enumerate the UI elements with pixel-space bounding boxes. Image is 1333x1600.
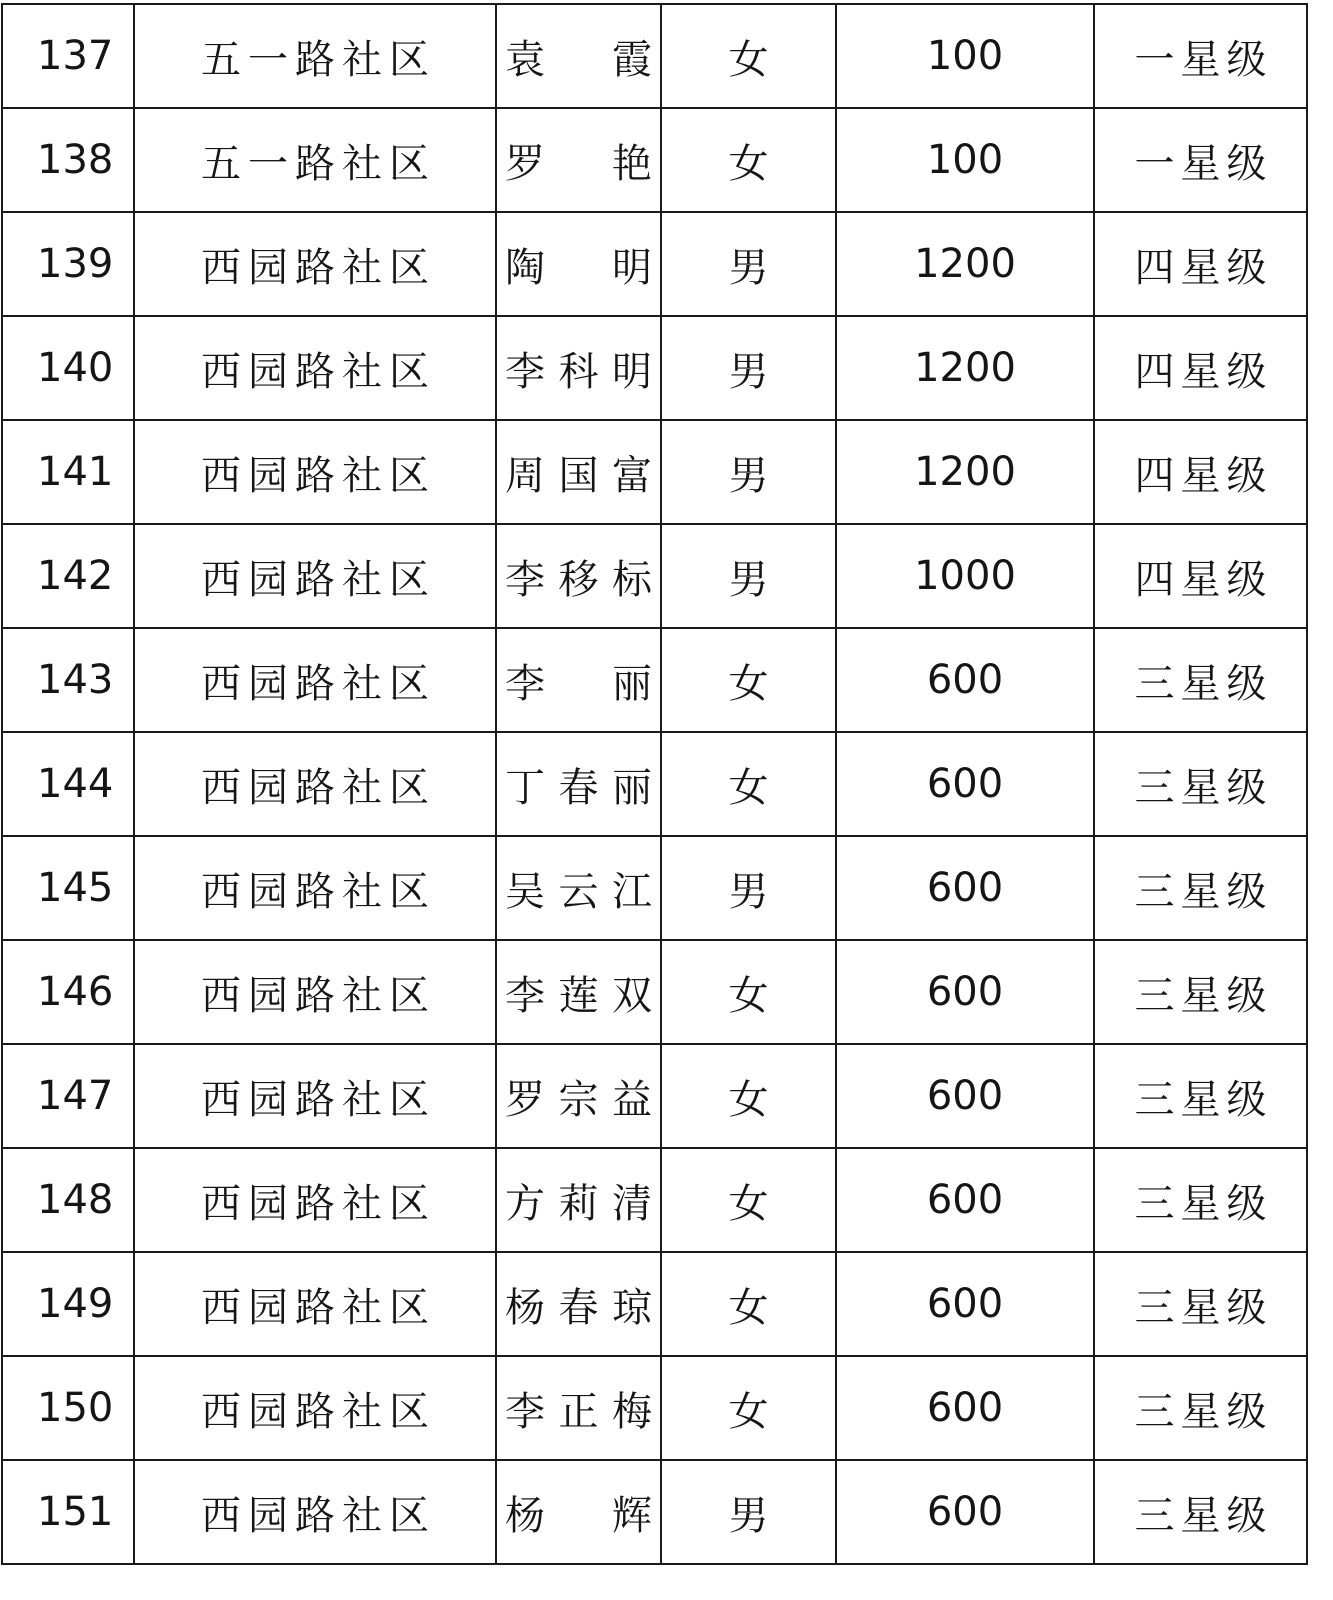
name-character: 国 bbox=[558, 452, 599, 499]
community-cell: 西园路社区 bbox=[134, 316, 496, 420]
community-cell: 西园路社区 bbox=[134, 212, 496, 316]
name-character: 周 bbox=[505, 452, 545, 499]
name-character: 李 bbox=[505, 348, 545, 395]
community-cell: 西园路社区 bbox=[134, 628, 496, 732]
amount-cell: 600 bbox=[836, 1460, 1094, 1564]
row-number-cell: 148 bbox=[2, 1148, 134, 1252]
name-character: 明 bbox=[612, 348, 652, 395]
name-character: 罗 bbox=[505, 1076, 545, 1123]
name-character: 正 bbox=[558, 1388, 599, 1435]
name-character: 江 bbox=[612, 868, 652, 915]
amount-cell: 600 bbox=[836, 836, 1094, 940]
gender-cell: 男 bbox=[661, 316, 836, 420]
person-name bbox=[505, 860, 652, 917]
gender-cell: 女 bbox=[661, 1044, 836, 1148]
table-row bbox=[2, 732, 1307, 836]
row-number-cell: 139 bbox=[2, 212, 134, 316]
name-character: 杨 bbox=[505, 1492, 545, 1539]
level-cell: 三星级 bbox=[1094, 1252, 1307, 1356]
name-character: 春 bbox=[558, 764, 599, 811]
name-character: 云 bbox=[558, 868, 599, 915]
row-number-cell: 144 bbox=[2, 732, 134, 836]
name-character: 科 bbox=[558, 348, 599, 395]
gender-cell: 男 bbox=[661, 524, 836, 628]
name-cell bbox=[496, 836, 661, 940]
table-row bbox=[2, 108, 1307, 212]
name-cell bbox=[496, 524, 661, 628]
name-character: 春 bbox=[558, 1284, 599, 1331]
community-cell: 西园路社区 bbox=[134, 1356, 496, 1460]
row-number-cell: 145 bbox=[2, 836, 134, 940]
level-cell: 三星级 bbox=[1094, 1460, 1307, 1564]
row-number-cell: 147 bbox=[2, 1044, 134, 1148]
community-cell: 西园路社区 bbox=[134, 836, 496, 940]
level-cell: 三星级 bbox=[1094, 1148, 1307, 1252]
amount-cell: 100 bbox=[836, 108, 1094, 212]
person-name bbox=[505, 340, 652, 397]
person-name bbox=[505, 132, 652, 189]
gender-cell: 女 bbox=[661, 940, 836, 1044]
gender-cell: 女 bbox=[661, 1148, 836, 1252]
table-row bbox=[2, 836, 1307, 940]
name-character: 丽 bbox=[612, 660, 652, 707]
amount-cell: 600 bbox=[836, 1356, 1094, 1460]
table-row bbox=[2, 628, 1307, 732]
person-name bbox=[505, 444, 652, 501]
amount-cell: 600 bbox=[836, 732, 1094, 836]
amount-cell: 600 bbox=[836, 1148, 1094, 1252]
name-character: 辉 bbox=[612, 1492, 652, 1539]
level-cell: 三星级 bbox=[1094, 1044, 1307, 1148]
name-character: 艳 bbox=[612, 140, 652, 187]
name-character: 霞 bbox=[612, 36, 652, 83]
name-character: 丁 bbox=[505, 764, 545, 811]
name-character: 双 bbox=[612, 972, 652, 1019]
table-row bbox=[2, 524, 1307, 628]
gender-cell: 男 bbox=[661, 1460, 836, 1564]
person-name bbox=[505, 1068, 652, 1125]
table-row bbox=[2, 1148, 1307, 1252]
name-cell bbox=[496, 940, 661, 1044]
gender-cell: 女 bbox=[661, 4, 836, 108]
table-row bbox=[2, 1356, 1307, 1460]
row-number-cell: 146 bbox=[2, 940, 134, 1044]
table-row bbox=[2, 4, 1307, 108]
amount-cell: 1000 bbox=[836, 524, 1094, 628]
row-number-cell: 150 bbox=[2, 1356, 134, 1460]
gender-cell: 男 bbox=[661, 420, 836, 524]
person-name bbox=[505, 1276, 652, 1333]
name-cell bbox=[496, 1044, 661, 1148]
community-cell: 西园路社区 bbox=[134, 732, 496, 836]
name-character: 莉 bbox=[558, 1180, 599, 1227]
person-name bbox=[505, 1380, 652, 1437]
name-character: 李 bbox=[505, 1388, 545, 1435]
community-cell: 五一路社区 bbox=[134, 4, 496, 108]
community-cell: 西园路社区 bbox=[134, 1044, 496, 1148]
amount-cell: 1200 bbox=[836, 420, 1094, 524]
name-character: 益 bbox=[612, 1076, 652, 1123]
name-character: 罗 bbox=[505, 140, 545, 187]
name-character: 杨 bbox=[505, 1284, 545, 1331]
level-cell: 三星级 bbox=[1094, 1356, 1307, 1460]
gender-cell: 女 bbox=[661, 108, 836, 212]
row-number-cell: 149 bbox=[2, 1252, 134, 1356]
row-number-cell: 138 bbox=[2, 108, 134, 212]
level-cell: 三星级 bbox=[1094, 732, 1307, 836]
gender-cell: 男 bbox=[661, 836, 836, 940]
table-row bbox=[2, 940, 1307, 1044]
table-row bbox=[2, 1460, 1307, 1564]
person-name bbox=[505, 652, 652, 709]
table-row bbox=[2, 316, 1307, 420]
level-cell: 四星级 bbox=[1094, 212, 1307, 316]
gender-cell: 女 bbox=[661, 1252, 836, 1356]
name-character: 明 bbox=[612, 244, 652, 291]
row-number-cell: 143 bbox=[2, 628, 134, 732]
name-character: 丽 bbox=[612, 764, 652, 811]
community-cell: 西园路社区 bbox=[134, 420, 496, 524]
name-cell bbox=[496, 1252, 661, 1356]
name-character: 宗 bbox=[558, 1076, 599, 1123]
name-cell bbox=[496, 420, 661, 524]
level-cell: 三星级 bbox=[1094, 836, 1307, 940]
name-cell bbox=[496, 1148, 661, 1252]
gender-cell: 女 bbox=[661, 732, 836, 836]
name-character: 标 bbox=[612, 556, 652, 603]
name-cell bbox=[496, 108, 661, 212]
level-cell: 一星级 bbox=[1094, 108, 1307, 212]
amount-cell: 600 bbox=[836, 940, 1094, 1044]
person-name bbox=[505, 548, 652, 605]
name-cell bbox=[496, 628, 661, 732]
amount-cell: 600 bbox=[836, 628, 1094, 732]
level-cell: 四星级 bbox=[1094, 524, 1307, 628]
table-row bbox=[2, 212, 1307, 316]
name-character: 移 bbox=[558, 556, 599, 603]
row-number-cell: 151 bbox=[2, 1460, 134, 1564]
community-cell: 五一路社区 bbox=[134, 108, 496, 212]
community-cell: 西园路社区 bbox=[134, 1148, 496, 1252]
person-name bbox=[505, 28, 652, 85]
person-name bbox=[505, 964, 652, 1021]
table-row bbox=[2, 420, 1307, 524]
roster-table bbox=[1, 3, 1308, 1565]
amount-cell: 600 bbox=[836, 1044, 1094, 1148]
name-character: 袁 bbox=[505, 36, 545, 83]
name-character: 吴 bbox=[505, 868, 545, 915]
name-character: 李 bbox=[505, 556, 545, 603]
level-cell: 三星级 bbox=[1094, 628, 1307, 732]
name-cell bbox=[496, 316, 661, 420]
person-name bbox=[505, 756, 652, 813]
table-row bbox=[2, 1044, 1307, 1148]
name-cell bbox=[496, 732, 661, 836]
table-row bbox=[2, 1252, 1307, 1356]
roster-table-body bbox=[2, 4, 1307, 1564]
name-character: 琼 bbox=[612, 1284, 652, 1331]
row-number-cell: 140 bbox=[2, 316, 134, 420]
person-name bbox=[505, 1484, 652, 1541]
name-cell bbox=[496, 1356, 661, 1460]
row-number-cell: 137 bbox=[2, 4, 134, 108]
name-character: 李 bbox=[505, 972, 545, 1019]
name-character: 莲 bbox=[558, 972, 599, 1019]
name-character: 梅 bbox=[612, 1388, 652, 1435]
name-character: 陶 bbox=[505, 244, 545, 291]
name-cell bbox=[496, 1460, 661, 1564]
level-cell: 三星级 bbox=[1094, 940, 1307, 1044]
row-number-cell: 142 bbox=[2, 524, 134, 628]
name-cell bbox=[496, 212, 661, 316]
amount-cell: 1200 bbox=[836, 316, 1094, 420]
name-character: 清 bbox=[612, 1180, 652, 1227]
person-name bbox=[505, 1172, 652, 1229]
community-cell: 西园路社区 bbox=[134, 1460, 496, 1564]
level-cell: 四星级 bbox=[1094, 316, 1307, 420]
person-name bbox=[505, 236, 652, 293]
row-number-cell: 141 bbox=[2, 420, 134, 524]
community-cell: 西园路社区 bbox=[134, 1252, 496, 1356]
gender-cell: 女 bbox=[661, 1356, 836, 1460]
level-cell: 四星级 bbox=[1094, 420, 1307, 524]
name-cell bbox=[496, 4, 661, 108]
gender-cell: 女 bbox=[661, 628, 836, 732]
amount-cell: 600 bbox=[836, 1252, 1094, 1356]
name-character: 富 bbox=[612, 452, 652, 499]
community-cell: 西园路社区 bbox=[134, 940, 496, 1044]
name-character: 李 bbox=[505, 660, 545, 707]
amount-cell: 100 bbox=[836, 4, 1094, 108]
gender-cell: 男 bbox=[661, 212, 836, 316]
community-cell: 西园路社区 bbox=[134, 524, 496, 628]
name-character: 方 bbox=[505, 1180, 545, 1227]
level-cell: 一星级 bbox=[1094, 4, 1307, 108]
amount-cell: 1200 bbox=[836, 212, 1094, 316]
